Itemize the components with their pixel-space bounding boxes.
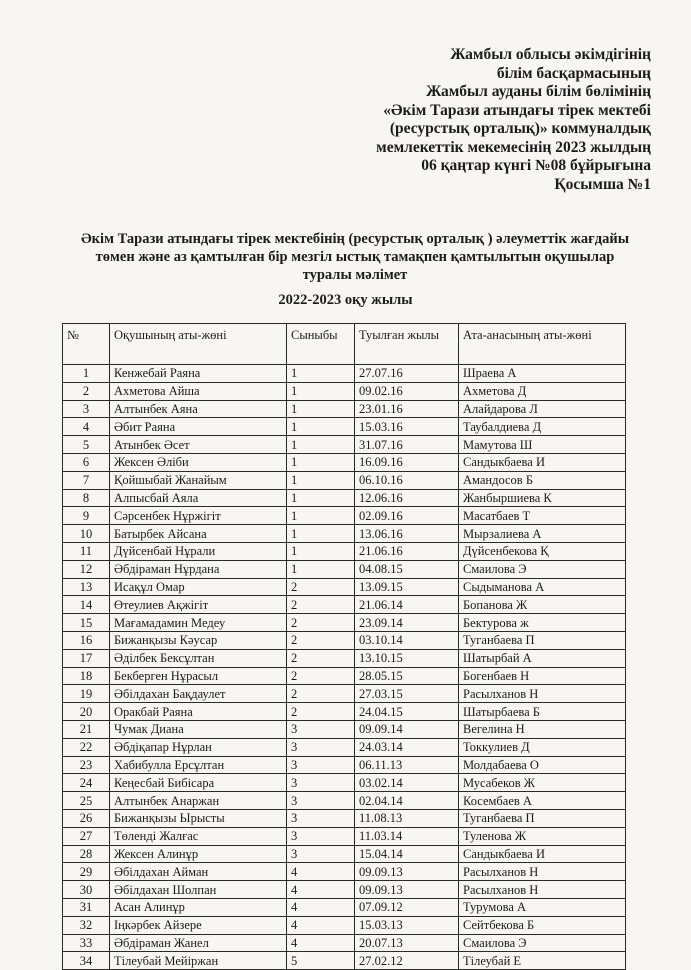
row-number: 8 xyxy=(63,489,110,507)
birth-date: 15.03.16 xyxy=(355,418,459,436)
row-number: 2 xyxy=(63,382,110,400)
parent-name: Ахметова Д xyxy=(459,382,626,400)
table-row xyxy=(63,471,626,489)
parent-name: Тілеубай Е xyxy=(459,952,626,970)
table-row xyxy=(63,453,626,471)
row-number: 1 xyxy=(63,365,110,383)
table-row xyxy=(63,792,626,810)
row-number: 33 xyxy=(63,934,110,952)
student-name: Сәрсенбек Нұржігіт xyxy=(110,507,287,525)
grade: 2 xyxy=(287,667,355,685)
table-row xyxy=(63,542,626,560)
parent-name: Сыдыманова А xyxy=(459,578,626,596)
parent-name: Шраева А xyxy=(459,365,626,383)
document-title xyxy=(60,230,650,284)
student-name: Хабибулла Ерсұлтан xyxy=(110,756,287,774)
student-name: Кеңесбай Бибісара xyxy=(110,774,287,792)
students-table xyxy=(62,323,626,970)
row-number: 26 xyxy=(63,809,110,827)
parent-name: Шатырбай А xyxy=(459,649,626,667)
student-name: Ахметова Айша xyxy=(110,382,287,400)
student-name: Іңкәрбек Айзере xyxy=(110,916,287,934)
birth-date: 11.08.13 xyxy=(355,809,459,827)
grade: 1 xyxy=(287,542,355,560)
grade: 3 xyxy=(287,809,355,827)
grade: 1 xyxy=(287,382,355,400)
table-row xyxy=(63,596,626,614)
birth-date: 27.07.16 xyxy=(355,365,459,383)
parent-name: Сандыкбаева И xyxy=(459,453,626,471)
row-number: 3 xyxy=(63,400,110,418)
grade: 2 xyxy=(287,578,355,596)
birth-date: 02.04.14 xyxy=(355,792,459,810)
student-name: Бижанқызы Кәусар xyxy=(110,631,287,649)
header-line: 06 қаңтар күнгі №08 бұйрығына xyxy=(421,157,651,174)
student-name: Төленді Жалғас xyxy=(110,827,287,845)
parent-name: Сандыкбаева И xyxy=(459,845,626,863)
row-number: 30 xyxy=(63,881,110,899)
grade: 1 xyxy=(287,453,355,471)
student-name: Бижанқызы Ырысты xyxy=(110,809,287,827)
table-row xyxy=(63,934,626,952)
birth-date: 13.06.16 xyxy=(355,525,459,543)
parent-name: Жанбыршиева К xyxy=(459,489,626,507)
grade: 2 xyxy=(287,649,355,667)
grade: 3 xyxy=(287,774,355,792)
table-row xyxy=(63,756,626,774)
grade: 1 xyxy=(287,560,355,578)
student-name: Чумак Диана xyxy=(110,720,287,738)
student-name: Әбілдахан Бақдаулет xyxy=(110,685,287,703)
row-number: 11 xyxy=(63,542,110,560)
grade: 2 xyxy=(287,685,355,703)
birth-date: 20.07.13 xyxy=(355,934,459,952)
table-row xyxy=(63,720,626,738)
grade: 1 xyxy=(287,400,355,418)
table-row xyxy=(63,667,626,685)
grade: 1 xyxy=(287,436,355,454)
parent-name: Расылханов Н xyxy=(459,881,626,899)
row-number: 10 xyxy=(63,525,110,543)
parent-name: Вегелина Н xyxy=(459,720,626,738)
grade: 3 xyxy=(287,720,355,738)
table-row xyxy=(63,649,626,667)
header-grade: Сыныбы xyxy=(287,324,355,365)
parent-name: Бектурова ж xyxy=(459,614,626,632)
header-line: мемлекеттік мекемесінің 2023 жылдың xyxy=(376,138,651,156)
table-row xyxy=(63,898,626,916)
parent-name: Молдабаева О xyxy=(459,756,626,774)
row-number: 5 xyxy=(63,436,110,454)
student-name: Батырбек Айсана xyxy=(110,525,287,543)
table-row xyxy=(63,809,626,827)
row-number: 20 xyxy=(63,703,110,721)
row-number: 16 xyxy=(63,631,110,649)
header-student-name: Оқушының аты-жөні xyxy=(110,324,287,365)
birth-date: 27.02.12 xyxy=(355,952,459,970)
row-number: 9 xyxy=(63,507,110,525)
parent-name: Смаилова Э xyxy=(459,934,626,952)
header-parent-name: Ата-анасының аты-жөні xyxy=(459,324,626,365)
birth-date: 13.10.15 xyxy=(355,649,459,667)
birth-date: 28.05.15 xyxy=(355,667,459,685)
table-row xyxy=(63,845,626,863)
birth-date: 09.09.14 xyxy=(355,720,459,738)
table-row xyxy=(63,578,626,596)
student-name: Жексен Алинұр xyxy=(110,845,287,863)
birth-date: 09.09.13 xyxy=(355,863,459,881)
student-name: Қойшыбай Жанайым xyxy=(110,471,287,489)
student-name: Кенжебай Раяна xyxy=(110,365,287,383)
row-number: 13 xyxy=(63,578,110,596)
birth-date: 06.10.16 xyxy=(355,471,459,489)
grade: 4 xyxy=(287,898,355,916)
student-name: Әбілдахан Шолпан xyxy=(110,881,287,899)
row-number: 32 xyxy=(63,916,110,934)
grade: 1 xyxy=(287,365,355,383)
student-name: Оракбай Раяна xyxy=(110,703,287,721)
parent-name: Мамутова Ш xyxy=(459,436,626,454)
table-row xyxy=(63,863,626,881)
table-row xyxy=(63,560,626,578)
table-row xyxy=(63,774,626,792)
student-name: Алпысбай Аяла xyxy=(110,489,287,507)
grade: 2 xyxy=(287,631,355,649)
parent-name: Мусабеков Ж xyxy=(459,774,626,792)
birth-date: 15.04.14 xyxy=(355,845,459,863)
table-header-row xyxy=(63,324,626,365)
title-line: туралы мәлімет xyxy=(302,267,408,283)
student-name: Мағамадамин Медеу xyxy=(110,614,287,632)
grade: 3 xyxy=(287,738,355,756)
parent-name: Смаилова Э xyxy=(459,560,626,578)
table-row xyxy=(63,382,626,400)
table-row xyxy=(63,738,626,756)
parent-name: Расылханов Н xyxy=(459,685,626,703)
table-row xyxy=(63,614,626,632)
student-name: Өтеулиев Ақжігіт xyxy=(110,596,287,614)
table-row xyxy=(63,631,626,649)
row-number: 31 xyxy=(63,898,110,916)
birth-date: 27.03.15 xyxy=(355,685,459,703)
header-line: Жамбыл ауданы білім бөлімінің xyxy=(426,83,651,100)
row-number: 6 xyxy=(63,453,110,471)
parent-name: Алайдарова Л xyxy=(459,400,626,418)
birth-date: 09.02.16 xyxy=(355,382,459,400)
birth-date: 31.07.16 xyxy=(355,436,459,454)
row-number: 23 xyxy=(63,756,110,774)
student-name: Әбдіраман Нұрдана xyxy=(110,560,287,578)
row-number: 24 xyxy=(63,774,110,792)
birth-date: 09.09.13 xyxy=(355,881,459,899)
row-number: 7 xyxy=(63,471,110,489)
table-row xyxy=(63,881,626,899)
birth-date: 23.01.16 xyxy=(355,400,459,418)
parent-name: Туганбаева П xyxy=(459,631,626,649)
row-number: 19 xyxy=(63,685,110,703)
title-line: төмен және аз қамтылған бір мезгіл ыстық тамақпен қамтылытын оқушылар xyxy=(95,249,615,265)
table-row xyxy=(63,418,626,436)
birth-date: 21.06.16 xyxy=(355,542,459,560)
parent-name: Сейтбекова Б xyxy=(459,916,626,934)
row-number: 18 xyxy=(63,667,110,685)
grade: 3 xyxy=(287,756,355,774)
student-name: Асан Алинұр xyxy=(110,898,287,916)
student-name: Бекберген Нұрасыл xyxy=(110,667,287,685)
parent-name: Богенбаев Н xyxy=(459,667,626,685)
student-name: Алтынбек Анаржан xyxy=(110,792,287,810)
student-name: Атынбек Әсет xyxy=(110,436,287,454)
grade: 2 xyxy=(287,596,355,614)
row-number: 17 xyxy=(63,649,110,667)
student-name: Әбілдахан Айман xyxy=(110,863,287,881)
parent-name: Мырзалиева А xyxy=(459,525,626,543)
header-line: білім басқармасының xyxy=(496,64,651,82)
table-row xyxy=(63,703,626,721)
parent-name: Таубалдиева Д xyxy=(459,418,626,436)
parent-name: Шатырбаева Б xyxy=(459,703,626,721)
student-name: Әбит Раяна xyxy=(110,418,287,436)
birth-date: 02.09.16 xyxy=(355,507,459,525)
table-row xyxy=(63,916,626,934)
student-name: Дүйсенбай Нұрали xyxy=(110,542,287,560)
grade: 5 xyxy=(287,952,355,970)
birth-date: 24.04.15 xyxy=(355,703,459,721)
birth-date: 03.10.14 xyxy=(355,631,459,649)
grade: 3 xyxy=(287,845,355,863)
grade: 1 xyxy=(287,489,355,507)
row-number: 14 xyxy=(63,596,110,614)
birth-date: 11.03.14 xyxy=(355,827,459,845)
parent-name: Косембаев А xyxy=(459,792,626,810)
student-name: Исақұл Омар xyxy=(110,578,287,596)
table-row xyxy=(63,952,626,970)
grade: 4 xyxy=(287,863,355,881)
grade: 1 xyxy=(287,525,355,543)
grade: 3 xyxy=(287,827,355,845)
row-number: 25 xyxy=(63,792,110,810)
academic-year: 2022-2023 оқу жылы xyxy=(278,292,413,308)
birth-date: 03.02.14 xyxy=(355,774,459,792)
birth-date: 23.09.14 xyxy=(355,614,459,632)
table-row xyxy=(63,827,626,845)
birth-date: 15.03.13 xyxy=(355,916,459,934)
birth-date: 24.03.14 xyxy=(355,738,459,756)
grade: 1 xyxy=(287,471,355,489)
header-line: Қосымша №1 xyxy=(554,175,651,193)
grade: 4 xyxy=(287,881,355,899)
birth-date: 07.09.12 xyxy=(355,898,459,916)
table-row xyxy=(63,685,626,703)
row-number: 28 xyxy=(63,845,110,863)
grade: 3 xyxy=(287,792,355,810)
table-row xyxy=(63,436,626,454)
table-row xyxy=(63,365,626,383)
row-number: 21 xyxy=(63,720,110,738)
row-number: 29 xyxy=(63,863,110,881)
birth-date: 21.06.14 xyxy=(355,596,459,614)
header-line: Жамбыл облысы әкімдігінің xyxy=(450,46,651,63)
student-name: Әділбек Бексұлтан xyxy=(110,649,287,667)
grade: 4 xyxy=(287,916,355,934)
birth-date: 04.08.15 xyxy=(355,560,459,578)
student-name: Алтынбек Аяна xyxy=(110,400,287,418)
grade: 4 xyxy=(287,934,355,952)
table-row xyxy=(63,489,626,507)
grade: 2 xyxy=(287,614,355,632)
parent-name: Туганбаева П xyxy=(459,809,626,827)
parent-name: Бопанова Ж xyxy=(459,596,626,614)
student-name: Тілеубай Мейіржан xyxy=(110,952,287,970)
birth-date: 12.06.16 xyxy=(355,489,459,507)
header-birth-date: Туылған жылы xyxy=(355,324,459,365)
row-number: 34 xyxy=(63,952,110,970)
parent-name: Амандосов Б xyxy=(459,471,626,489)
header-line: (ресурстық орталық)» коммуналдық xyxy=(389,120,651,137)
row-number: 12 xyxy=(63,560,110,578)
row-number: 15 xyxy=(63,614,110,632)
parent-name: Масатбаев Т xyxy=(459,507,626,525)
row-number: 4 xyxy=(63,418,110,436)
student-name: Әбдіқапар Нұрлан xyxy=(110,738,287,756)
row-number: 22 xyxy=(63,738,110,756)
title-line: Әкім Тарази атындағы тірек мектебінің (ресурстық орталық ) әлеуметтік жағдайы xyxy=(80,231,630,247)
parent-name: Расылханов Н xyxy=(459,863,626,881)
grade: 1 xyxy=(287,418,355,436)
grade: 2 xyxy=(287,703,355,721)
parent-name: Токкулиев Д xyxy=(459,738,626,756)
parent-name: Туленова Ж xyxy=(459,827,626,845)
student-name: Жексен Әліби xyxy=(110,453,287,471)
table-row xyxy=(63,525,626,543)
grade: 1 xyxy=(287,507,355,525)
birth-date: 16.09.16 xyxy=(355,453,459,471)
birth-date: 13.09.15 xyxy=(355,578,459,596)
table-row xyxy=(63,507,626,525)
table-row xyxy=(63,400,626,418)
header-number: № xyxy=(63,324,110,365)
birth-date: 06.11.13 xyxy=(355,756,459,774)
parent-name: Дүйсенбекова Қ xyxy=(459,542,626,560)
row-number: 27 xyxy=(63,827,110,845)
header-line: «Әкім Тарази атындағы тірек мектебі xyxy=(383,101,651,119)
document-header xyxy=(376,46,651,194)
parent-name: Турумова А xyxy=(459,898,626,916)
student-name: Әбдіраман Жанел xyxy=(110,934,287,952)
